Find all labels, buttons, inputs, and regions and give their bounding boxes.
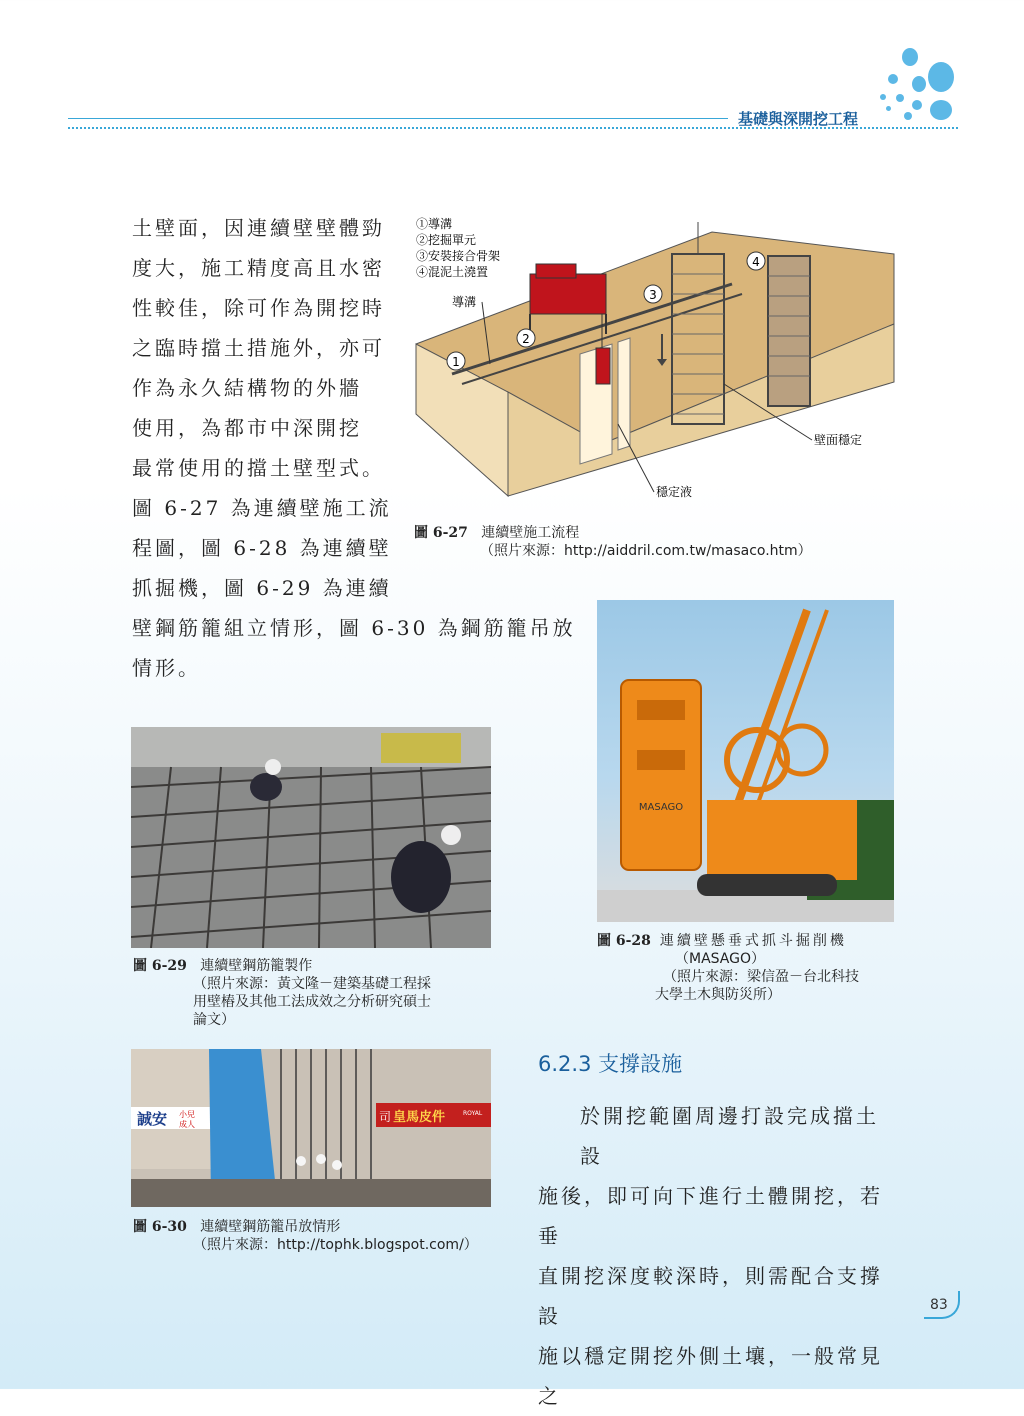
step-number-1: 1 [452,355,460,369]
step-number-2: 2 [522,332,530,346]
caption-source: （照片來源：http://tophk.blogspot.com/） [193,1237,478,1253]
body-line: 施後，即可向下進行土體開挖，若垂 [538,1184,883,1248]
body-line: 情形。 [132,656,201,680]
header-title: 基礎與深開挖工程 [738,110,859,128]
figure-6-29-photo [131,727,491,948]
rebar-cage-illustration [131,727,491,948]
body-line: 抓掘機，圖 6-29 為連續 [132,576,392,600]
caption-source: （照片來源：梁信盈－台北科技 [663,969,859,985]
body-line: 性較佳，除可作為開挖時 [132,296,385,320]
masago-label: MASAGO [638,802,684,813]
sign-text: 誠安 [137,1110,168,1128]
body-line: 施以穩定開挖外側土壤，一般常見之 [538,1344,883,1408]
caption-title: 連續壁鋼筋籠製作 [200,958,313,974]
cage-lifting-illustration [131,1049,491,1207]
body-line: 最常使用的擋土壁型式。 [132,456,385,480]
caption-number: 圖 6-29 [133,958,187,974]
figure-6-27-diagram [412,214,896,514]
caption-number: 圖 6-27 [414,525,468,541]
legend-item: ①導溝 [416,217,453,231]
body-line: 直開挖深度較深時，則需配合支撐設 [538,1264,883,1328]
figure-6-28-photo [597,600,894,922]
sign-text: 皇馬皮件 [393,1110,446,1125]
step-number-4: 4 [752,255,760,269]
body-line: 圖 6-27 為連續壁施工流 [132,496,392,520]
caption-6-29 [133,957,503,1029]
body-line: 於開挖範圍周邊打設完成擋土設 [580,1104,879,1168]
caption-title: 連續壁鋼筋籠吊放情形 [200,1219,341,1235]
body-line: 壁鋼筋籠組立情形，圖 6-30 為鋼筋籠吊放 [132,616,576,640]
caption-number: 圖 6-28 [597,933,651,949]
label-trench: 導溝 [452,295,477,309]
header-rule [68,118,728,119]
caption-source: （照片來源：黃文隆－建築基礎工程採 [193,976,431,992]
body-line: 土壁面，因連續壁壁體勁 [132,216,385,240]
body-line: 使用，為都市中深開挖 [132,416,362,440]
caption-source: （照片來源：http://aiddril.com.tw/masaco.htm） [480,543,812,559]
caption-title: 連續壁懸垂式抓斗掘削機 [659,933,847,949]
sign-text: ROYAL [463,1110,483,1117]
figure-6-30-photo [131,1049,491,1207]
caption-source: 論文） [193,1012,235,1028]
caption-6-27 [414,524,812,560]
legend-item: ②挖掘單元 [416,233,477,247]
caption-6-28 [597,932,897,1004]
legend-item: ④混泥土澆置 [416,265,489,279]
grab-machine-illustration [597,600,894,922]
construction-flow-illustration [412,214,896,514]
page-number: 83 [930,1297,948,1313]
body-line: 之臨時擋土措施外，亦可 [132,336,385,360]
label-stabilizer: 穩定液 [656,485,693,499]
section-paragraph [538,1096,898,1416]
sign-text: 司 [379,1110,392,1124]
body-line: 度大，施工精度高且水密 [132,256,385,280]
caption-source: 用壁樁及其他工法成效之分析研究碩士 [193,994,431,1010]
caption-source: 大學土木與防災所） [655,987,781,1003]
caption-title: 連續壁施工流程 [481,525,580,541]
caption-number: 圖 6-30 [133,1219,187,1235]
body-line: 作為永久結構物的外牆 [132,376,362,400]
section-heading: 6.2.3 支撐設施 [538,1052,683,1076]
legend-item: ③安裝接合骨架 [416,249,501,263]
label-wall-stable: 壁面穩定 [814,433,863,447]
body-line: 程圖，圖 6-28 為連續壁 [132,536,392,560]
sign-text: 小兒 [179,1110,195,1119]
sign-text: 成人 [179,1120,195,1129]
caption-line: （MASAGO） [675,951,766,967]
caption-6-30 [133,1218,503,1254]
step-number-3: 3 [649,288,657,302]
